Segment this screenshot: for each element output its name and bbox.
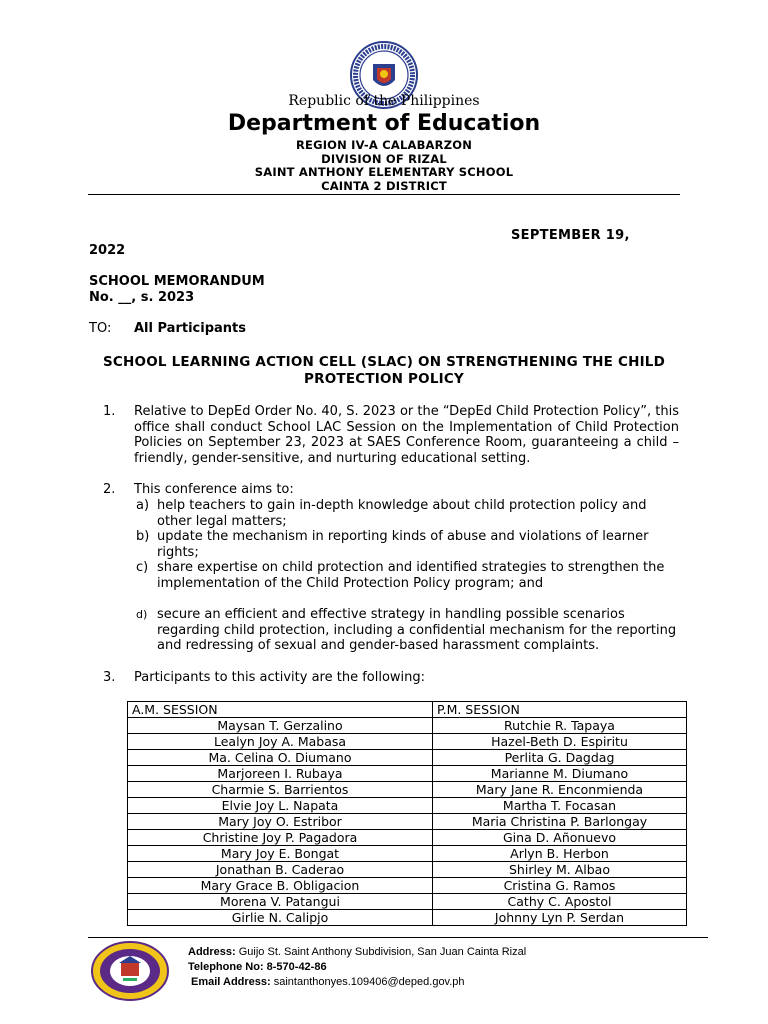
memo-date: SEPTEMBER 19, [511,228,630,243]
sub-text: update the mechanism in reporting kinds of abuse and violations of learner rights; [157,529,649,560]
table-row [128,910,687,926]
school-heading: SAINT ANTHONY ELEMENTARY SCHOOL [254,165,514,179]
am-participant-cell: Charmie S. Barrientos [128,782,433,798]
aims-list [89,498,680,668]
pm-participant-cell: Johnny Lyn P. Serdan [433,910,687,926]
school-logo [90,940,170,1002]
to-line [89,321,246,336]
pm-participant-cell: Cathy C. Apostol [433,894,687,910]
table-row [128,894,687,910]
participants-body [128,718,687,926]
am-participant-cell: Lealyn Joy A. Mabasa [128,734,433,750]
memo-number: No. __, s. 2023 [89,290,195,305]
sub-letter: b) [136,529,150,544]
to-label: TO: [89,321,112,336]
pm-participant-cell: Shirley M. Albao [433,862,687,878]
table-row [128,782,687,798]
table-row [128,766,687,782]
am-participant-cell: Morena V. Patangui [128,894,433,910]
table-header-row [128,702,687,718]
am-session-header: A.M. SESSION [128,702,433,718]
phone-label: Telephone No: [188,961,264,973]
item-text: This conference aims to: [134,482,294,497]
memo-heading [89,274,265,306]
pm-participant-cell: Maria Christina P. Barlongay [433,814,687,830]
am-participant-cell: Elvie Joy L. Napata [128,798,433,814]
item-number: 1. [103,404,116,419]
table-row [128,878,687,894]
pm-participant-cell: Marianne M. Diumano [433,766,687,782]
footer-address [188,946,526,958]
division-heading: DIVISION OF RIZAL [321,152,447,166]
sub-text: secure an efficient and effective strategy in handling possible scenarios regarding child protection, including a confidential mechanism for the reporting and redressing of sexual and gender-based harassment complaints. [157,607,677,654]
republic-heading: Republic of the Philippines [288,93,480,109]
am-participant-cell: Maysan T. Gerzalino [128,718,433,734]
item-number: 2. [103,482,116,497]
email-label: Email Address: [191,976,271,988]
item-number: 3. [103,670,116,685]
email-value: saintanthonyes.109406@deped.gov.ph [273,976,465,988]
table-row [128,830,687,846]
sub-letter: c) [136,560,149,575]
pm-participant-cell: Arlyn B. Herbon [433,846,687,862]
phone-value: 8-570-42-86 [266,961,327,973]
pm-participant-cell: Hazel-Beth D. Espiritu [433,734,687,750]
footer-phone [188,961,327,973]
table-row [128,862,687,878]
pm-participant-cell: Gina D. Añonuevo [433,830,687,846]
department-heading: Department of Education [227,111,541,136]
am-participant-cell: Christine Joy P. Pagadora [128,830,433,846]
memo-date-year: 2022 [89,243,126,258]
pm-participant-cell: Perlita G. Dagdag [433,750,687,766]
sub-text: share expertise on child protection and identified strategies to strengthen the implementation of the Child Protection Policy program; and [157,560,665,591]
address-label: Address: [188,946,236,958]
address-value: Guijo St. Saint Anthony Subdivision, San Juan Cainta Rizal [238,946,527,958]
memo-title: SCHOOL MEMORANDUM [89,274,265,289]
am-participant-cell: Mary Joy O. Estribor [128,814,433,830]
table-row [128,734,687,750]
list-item [89,404,680,484]
district-heading: CAINTA 2 DISTRICT [321,179,447,193]
memo-subject: SCHOOL LEARNING ACTION CELL (SLAC) ON STRENGTHENING THE CHILD PROTECTION POLICY [102,354,666,387]
item-text: Relative to DepEd Order No. 40, S. 2023 or the “DepEd Child Protection Policy”, this office shall conduct School LAC Session on the Implementation of Child Protection Policies on September 23, 2023 at SAES Conference Room, guaranteeing a child – friendly, gender-sensitive, and nurturing educational setting. [134,404,679,466]
item-text: Participants to this activity are the following: [134,670,426,685]
header-divider [88,194,680,195]
table-row [128,798,687,814]
am-participant-cell: Ma. Celina O. Diumano [128,750,433,766]
footer-divider [88,937,708,938]
table-row [128,814,687,830]
region-heading: REGION IV-A CALABARZON [295,138,473,152]
sub-letter: d) [136,608,148,621]
pm-participant-cell: Rutchie R. Tapaya [433,718,687,734]
pm-participant-cell: Mary Jane R. Enconmienda [433,782,687,798]
to-value: All Participants [134,321,246,336]
pm-participant-cell: Cristina G. Ramos [433,878,687,894]
list-item [89,670,680,690]
am-participant-cell: Jonathan B. Caderao [128,862,433,878]
participants-table [127,701,687,926]
am-participant-cell: Mary Joy E. Bongat [128,846,433,862]
am-participant-cell: Marjoreen I. Rubaya [128,766,433,782]
am-participant-cell: Mary Grace B. Obligacion [128,878,433,894]
pm-session-header: P.M. SESSION [433,702,687,718]
footer-email [191,976,465,988]
am-participant-cell: Girlie N. Calipjo [128,910,433,926]
table-row [128,846,687,862]
pm-participant-cell: Martha T. Focasan [433,798,687,814]
table-row [128,750,687,766]
sub-letter: a) [136,498,150,513]
sub-text: help teachers to gain in-depth knowledge about child protection policy and other legal matters; [157,498,647,529]
table-row [128,718,687,734]
